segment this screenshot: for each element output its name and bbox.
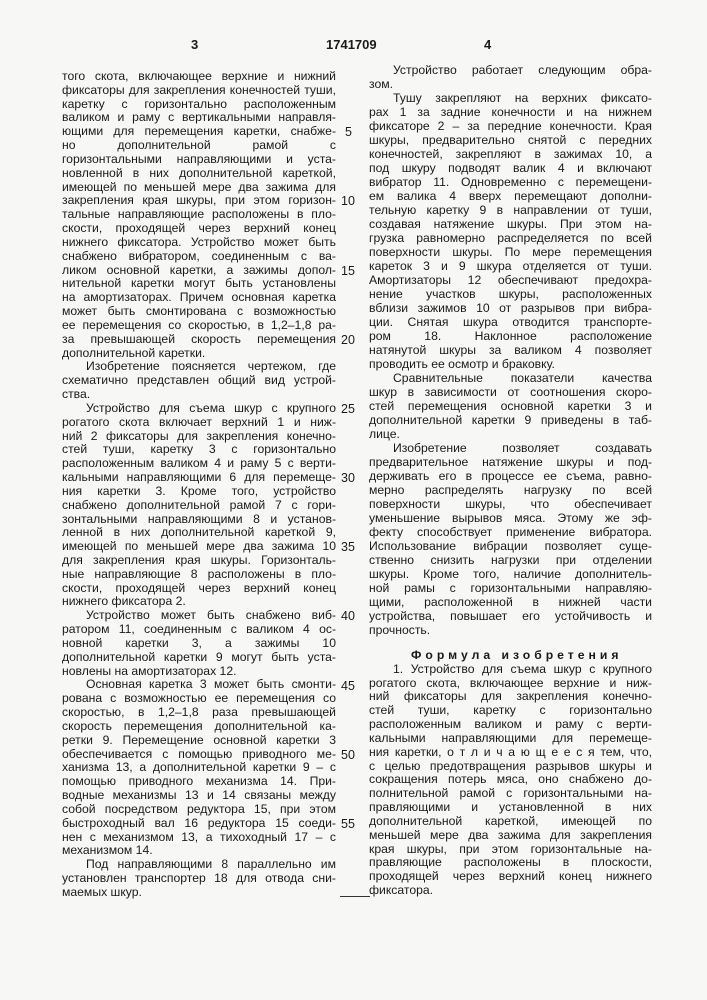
text-line: того скота, включающее верхние и нижний: [62, 70, 336, 84]
page-number-left: 3: [191, 37, 198, 52]
text-line: вибратор 11. Одновременно с перемещени-: [369, 175, 652, 189]
claim-line: края шкуры, при этом горизонтальные на-: [369, 843, 652, 857]
text-line: нение участков шкуры, расположенных: [369, 287, 652, 301]
text-line: нительной каретки могут быть установлены: [62, 277, 336, 291]
text-line: нен с механизмом 13, а тихоходный 17 – с: [62, 831, 336, 845]
line-number: 25: [341, 402, 355, 416]
text-line: стей перемещения основной каретки 3 и: [369, 399, 652, 413]
text-line: новлены на амортизаторах 12.: [62, 665, 336, 679]
text-line: но дополнительной рамой с: [62, 139, 336, 153]
claim-line: 1. Устройство для съема шкур с крупного: [369, 663, 652, 677]
text-line: фиксаторы для закрепления конечностей туши,: [62, 84, 336, 98]
text-line: ретки 9. Перемещение основной каретки 3: [62, 734, 336, 748]
text-line: нижнего фиксатора 2.: [62, 595, 336, 609]
line-number: 5: [345, 125, 352, 139]
text-line: Под направляющими 8 параллельно им: [62, 858, 336, 872]
text-line: мерно распределять нагрузку по всей: [369, 483, 652, 497]
text-line: уменьшение вырывов мяса. Этому же эф-: [369, 511, 652, 525]
text-line: ства.: [62, 388, 336, 402]
text-line: ния каретки 3. Кроме того, устройство: [62, 485, 336, 499]
text-line: Устройство работает следующим обра-: [369, 63, 652, 77]
line-number: 10: [341, 194, 355, 208]
text-line: фиксаторе 2 – за передние конечности. Края: [369, 119, 652, 133]
claim-line: стей туши, каретку с горизонтально: [369, 704, 652, 718]
page-number-right: 4: [484, 37, 491, 52]
text-line: скости, проходящей через верхний конец: [62, 582, 336, 596]
text-line: предварительное натяжение шкуры и под-: [369, 455, 652, 469]
text-line: тальные направляющие расположены в пло-: [62, 208, 336, 222]
text-line: прочность.: [369, 623, 652, 637]
text-line: ющими для перемещения каретки, снабже-: [62, 125, 336, 139]
claim-line: кальными направляющими для перемеще-: [369, 732, 652, 746]
text-line: дополнительной каретки 9 приведены в таб-: [369, 413, 652, 427]
text-line: собой посредством редуктора 15, при этом: [62, 803, 336, 817]
claim-line: с целью предотвращения разрывов шкуры и: [369, 760, 652, 774]
text-line: снабжено вибратором, соединенным с ва-: [62, 250, 336, 264]
text-line: на амортизаторах. Причем основная каретка: [62, 291, 336, 305]
text-line: валиком и раму с вертикальными направля-: [62, 111, 336, 125]
text-line: новной каретки 3, а зажимы 10: [62, 637, 336, 651]
claim-line: проходящей через верхний конец нижнего: [369, 870, 652, 884]
text-line: Сравнительные показатели качества: [369, 371, 652, 385]
text-line: ликом основной каретки, а зажимы допол-: [62, 264, 336, 278]
text-line: поверхности шкуры, что обеспечивает: [369, 497, 652, 511]
text-line: ной рамы с горизонтальными направляю-: [369, 581, 652, 595]
text-line: скости, проходящей через верхний конец: [62, 222, 336, 236]
text-line: закрепления края шкуры, при этом горизон-: [62, 194, 336, 208]
text-line: расположенным валиком 4 и раму 5 с верти-: [62, 457, 336, 471]
claim-line: фиксатора.: [369, 884, 652, 898]
text-line: ратором 11, соединенным с валиком 4 ос-: [62, 623, 336, 637]
text-line: лице.: [369, 427, 652, 441]
text-line: механизмом 14.: [62, 844, 336, 858]
text-line: Тушу закрепляют на верхних фиксато-: [369, 91, 652, 105]
text-line: рогатого скота включает верхний 1 и ниж-: [62, 416, 336, 430]
text-line: вблизи зажимов 10 от разрывов при вибра-: [369, 301, 652, 315]
text-line: щими, расположенной в нижней части: [369, 595, 652, 609]
claim-line: ний фиксаторы для закрепления конечно-: [369, 690, 652, 704]
column-end-rule: [340, 896, 370, 897]
text-line: скорость перемещения дополнительной ка-: [62, 720, 336, 734]
text-line: Амортизаторы 12 обеспечивают предохра-: [369, 273, 652, 287]
text-line: устройства, повышает его устойчивость и: [369, 609, 652, 623]
text-line: снабжено дополнительной рамой 7 с гори-: [62, 499, 336, 513]
text-line: схематично представлен общий вид устрой-: [62, 374, 336, 388]
claim-line: дополнительной кареткой, имеющей по: [369, 815, 652, 829]
text-line: конечностей, закрепляют в зажимах 10, а: [369, 147, 652, 161]
text-line: водные механизмы 13 и 14 связаны между: [62, 789, 336, 803]
patent-number: 1741709: [326, 37, 377, 52]
right-column: [369, 63, 652, 637]
text-line: тельную каретку 9 в направлении от туши,: [369, 203, 652, 217]
line-number: 20: [341, 333, 355, 347]
text-line: установлен транспортер 18 для отвода сни-: [62, 872, 336, 886]
claims-title: Формула изобретения: [369, 649, 652, 663]
text-line: обеспечивается с помощью приводного ме-: [62, 748, 336, 762]
text-line: имеющей по меньшей мере два зажима 10: [62, 540, 336, 554]
text-line: держивать его в процессе ее съема, равно-: [369, 469, 652, 483]
text-line: шкуры. Кроме того, наличие дополнитель-: [369, 567, 652, 581]
text-line: маемых шкур.: [62, 886, 336, 900]
text-line: натянутой шкуры за валиком 4 позволяет: [369, 343, 652, 357]
text-line: новленной в них дополнительной кареткой,: [62, 167, 336, 181]
text-line: рах 1 за задние конечности и на нижнем: [369, 105, 652, 119]
claim-line: правляющие расположены в плоскости,: [369, 856, 652, 870]
claim-line: расположенным валиком и раму с верти-: [369, 718, 652, 732]
claim-line: правляющими и установленной в них: [369, 801, 652, 815]
text-line: кареток 3 и 9 шкура отделяется от туши.: [369, 259, 652, 273]
left-column: [62, 70, 336, 900]
text-line: ленной в них дополнительной кареткой 9,: [62, 526, 336, 540]
text-line: зом.: [369, 77, 652, 91]
line-number: 40: [341, 609, 355, 623]
text-line: за превышающей скорость перемещения: [62, 333, 336, 347]
text-line: фекту способствует применение вибратора.: [369, 525, 652, 539]
claim-line: рогатого скота, включающее верхние и ниж-: [369, 677, 652, 691]
claim-line: ния каретки, о т л и ч а ю щ е е с я тем, что,: [369, 746, 652, 760]
text-line: помощью приводного механизма 14. При-: [62, 775, 336, 789]
text-line: быстроходный вал 16 редуктора 15 соеди-: [62, 817, 336, 831]
text-line: ные направляющие 8 расположены в пло-: [62, 568, 336, 582]
text-line: создавая натяжение шкуры. При этом на-: [369, 217, 652, 231]
text-line: стей туши, каретку 3 с горизонтально: [62, 443, 336, 457]
text-line: Использование вибрации позволяет суще-: [369, 539, 652, 553]
text-line: каретку с горизонтально расположенным: [62, 98, 336, 112]
text-line: проводить ее осмотр и браковку.: [369, 357, 652, 371]
text-line: ний 2 фиксаторы для закрепления конечно-: [62, 430, 336, 444]
text-line: Устройство для съема шкур с крупного: [62, 402, 336, 416]
text-line: ем валика 4 вверх перемещают дополни-: [369, 189, 652, 203]
text-line: ее перемещения со скоростью, в 1,2–1,8 ра-: [62, 319, 336, 333]
text-line: шкуры, предварительно снятой с передних: [369, 133, 652, 147]
text-line: ции. Снятая шкура отводится транспорте-: [369, 315, 652, 329]
text-line: зонтальными направляющими 8 и установ-: [62, 513, 336, 527]
text-line: шкур в зависимости от соотношения скоро-: [369, 385, 652, 399]
claim-line: меньшей мере два зажима для закрепления: [369, 829, 652, 843]
line-number: 45: [341, 679, 355, 693]
claim-line: полнительной рамой с горизонтальными на-: [369, 787, 652, 801]
text-line: грузка равномерно распределяется по всей: [369, 231, 652, 245]
text-line: ром 18. Наклонное расположение: [369, 329, 652, 343]
text-line: дополнительной каретки.: [62, 347, 336, 361]
claims-section: [369, 649, 652, 898]
text-line: рована с возможностью ее перемещения со: [62, 692, 336, 706]
line-number: 15: [341, 264, 355, 278]
text-line: Устройство может быть снабжено виб-: [62, 609, 336, 623]
text-line: имеющей по меньшей мере два зажима для: [62, 181, 336, 195]
text-line: кальными направляющими 6 для перемеще-: [62, 471, 336, 485]
text-line: для закрепления края шкуры. Горизонталь-: [62, 554, 336, 568]
text-line: может быть смонтирована с возможностью: [62, 305, 336, 319]
line-number: 50: [341, 748, 355, 762]
text-line: скоростью, в 1,2–1,8 раза превышающей: [62, 706, 336, 720]
text-line: горизонтальными направляющими и уста-: [62, 153, 336, 167]
claim-line: сокращения потерь мяса, оно снабжено до-: [369, 773, 652, 787]
text-line: нижнего фиксатора. Устройство может быть: [62, 236, 336, 250]
text-line: Изобретение поясняется чертежом, где: [62, 360, 336, 374]
line-number: 35: [341, 540, 355, 554]
text-line: ханизма 13, а дополнительной каретки 9 – с: [62, 761, 336, 775]
line-number: 55: [341, 817, 355, 831]
line-number: 30: [341, 471, 355, 485]
text-line: поверхности шкуры. По мере перемещения: [369, 245, 652, 259]
text-line: ственно снизить нагрузки при отделении: [369, 553, 652, 567]
text-line: под шкуру подводят валик 4 и включают: [369, 161, 652, 175]
text-line: дополнительной каретки 9 могут быть уста-: [62, 651, 336, 665]
text-line: Изобретение позволяет создавать: [369, 441, 652, 455]
text-line: Основная каретка 3 может быть смонти-: [62, 678, 336, 692]
